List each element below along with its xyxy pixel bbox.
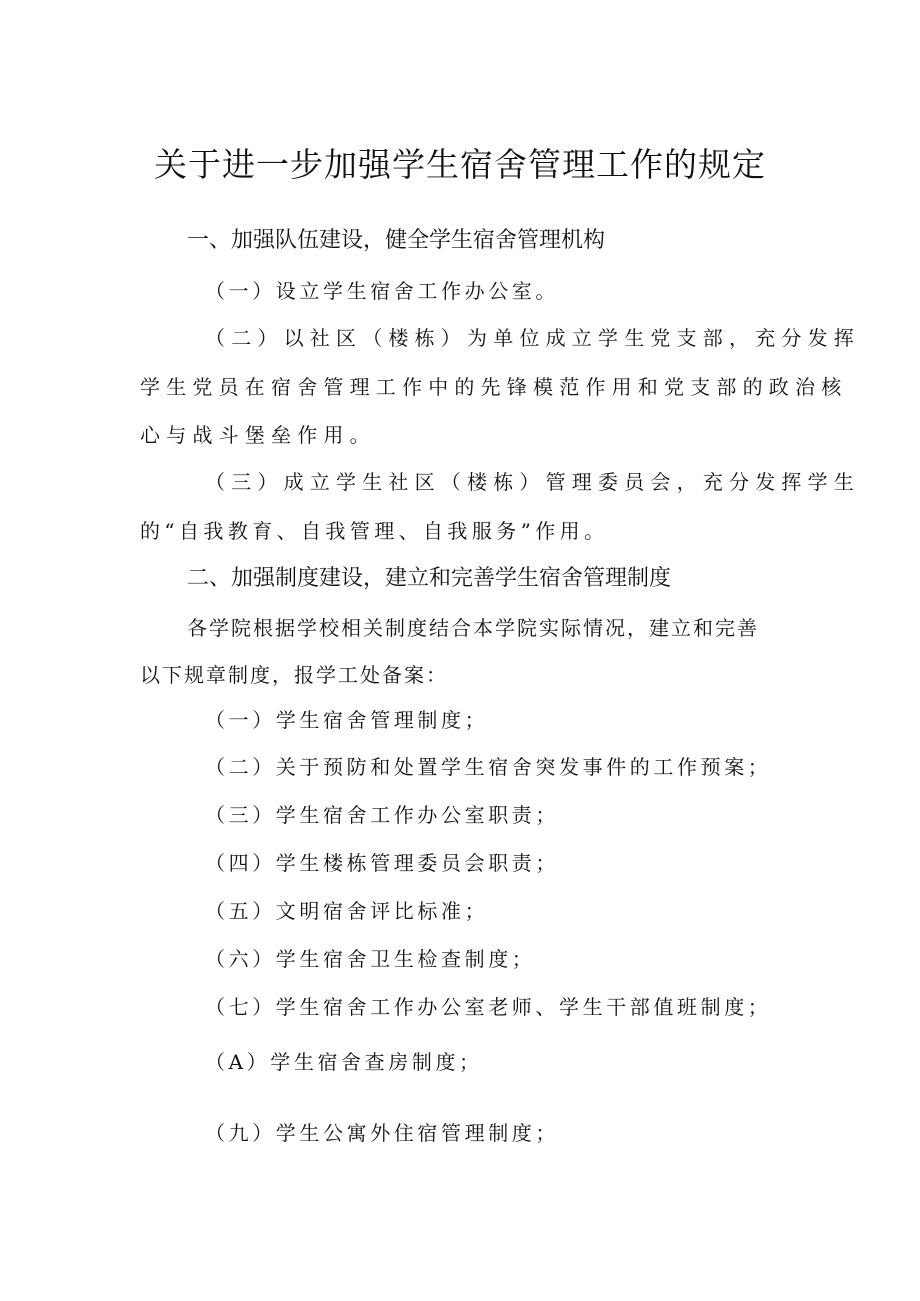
- section2-item: （二）关于预防和处置学生宿舍突发事件的工作预案；: [205, 755, 772, 779]
- section1-item-2-line-1: （二）以社区（楼栋）为单位成立学生党支部，充分发挥: [205, 326, 860, 350]
- section1-item-3-line-1: （三）成立学生社区（楼栋）管理委员会，充分发挥学生: [205, 470, 860, 494]
- section1-item-3-line-2: 的“自我教育、自我管理、自我服务”作用。: [140, 519, 609, 543]
- section2-item: （三）学生宿舍工作办公室职责；: [205, 803, 559, 827]
- section2-item: （A）学生宿舍查房制度；: [205, 1050, 483, 1074]
- section2-intro-line-2: 以下规章制度，报学工处备案：: [140, 663, 448, 687]
- section1-item-2-line-2: 学生党员在宿舍管理工作中的先锋模范作用和党支部的政治核: [140, 375, 848, 399]
- section2-intro-line-1: 各学院根据学校相关制度结合本学院实际情况，建立和完善: [187, 616, 759, 640]
- section-heading-1: 一、加强队伍建设，健全学生宿舍管理机构: [187, 228, 606, 253]
- section2-item: （四）学生楼栋管理委员会职责；: [205, 851, 559, 875]
- document-title: 关于进一步加强学生宿舍管理工作的规定: [154, 145, 766, 184]
- section2-item: （九）学生公寓外住宿管理制度；: [205, 1121, 559, 1145]
- section-heading-2: 二、加强制度建设，建立和完善学生宿舍管理制度: [187, 566, 672, 591]
- section2-item: （五）文明宿舍评比标准；: [205, 899, 489, 923]
- section1-item-2-line-3: 心与战斗堡垒作用。: [140, 423, 376, 447]
- section2-item: （七）学生宿舍工作办公室老师、学生干部值班制度；: [205, 995, 772, 1019]
- section2-item: （一）学生宿舍管理制度；: [205, 708, 489, 732]
- section1-item-1: （一）设立学生宿舍工作办公室。: [205, 279, 559, 303]
- section2-item: （六）学生宿舍卫生检查制度；: [205, 947, 536, 971]
